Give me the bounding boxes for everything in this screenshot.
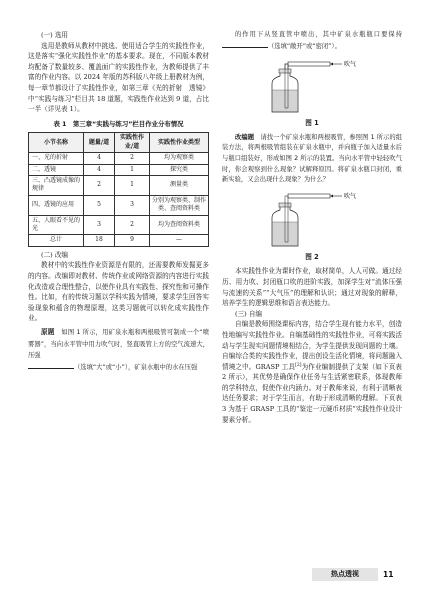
original-problem-label: 原题: [41, 327, 55, 336]
cell-practice-count: 2: [115, 215, 150, 235]
figure-2-caption: 图 2: [305, 252, 319, 261]
original-problem-hint: （选填“大”或“小”），矿泉水瓶中的水在压强: [74, 363, 198, 371]
table-row: [29, 164, 209, 175]
continued-text: 的作用下从竖直管中喷出，其中矿泉水瓶瓶口要保持: [235, 31, 402, 38]
adapted-problem-label: 改编题: [235, 133, 255, 141]
cell-practice-count: 9: [115, 235, 150, 246]
horizontal-straw: [288, 194, 330, 198]
paragraph-select: 选用是教师从教材中挑选、使用适合学生的实践性作业，这是落实“强化实践性作业”的基本要求。现在，不同版本教材均配备了数量较多、覆盖面广的实践性作业，为教师提供了丰富的作业内容。以 2024 年版的苏科版八年级上册教材为例，每一章节都设计了实践性作业，如第三章《光的折射 透镜》中“实践与练习”栏目共 18 道题，实践性作业达到 9 道，占比一半（详见表 1）。: [28, 41, 209, 114]
adapted-problem-text: 请找一个矿泉水瓶和两根吸管，参照图 1 所示的组装方法，将两根吸管组装在矿泉水瓶中，并向瓶子加入适量水后与瓶口组装好，形成如图 2 所示的装置。当向水平管中轻轻吹气时，你会观察到什么现象？试解释原因。将矿泉水瓶口封闭，重新实验，又会出现什么现象？为什么？: [222, 133, 403, 184]
cell-section: 三、凸透镜成像的规律: [29, 175, 84, 195]
cell-practice-type: —: [150, 235, 209, 246]
continued-hint: （选填“敞开”或“密闭”）。: [268, 42, 341, 50]
cell-practice-type: 探究类: [150, 164, 209, 175]
table-row: [29, 153, 209, 164]
figure-1-caption: 图 1: [305, 119, 319, 128]
self-compile-tail: 为作业编制提供了支架（如下页表 2 所示），其优势是确保作业任务与生活紧密联系，体现教师的学科特点，促使作业内涵力。对于教师来说，有利于清晰表达任务要求；对于学生而言，有助于形成清晰的理解。下页表 3 为基于 GRASP 工具的“鉴定一元硬币材质”实践性作业设计要素分析。: [222, 362, 402, 424]
paragraph-continued: [222, 30, 402, 52]
cell-practice-count: 1: [115, 164, 150, 175]
table-header-row: [29, 133, 209, 153]
cell-count: 3: [84, 215, 115, 235]
cell-count: 4: [84, 164, 115, 175]
col-header-section: 小节名称: [29, 133, 84, 153]
blow-arrowhead: [330, 194, 333, 197]
answer-blank: [222, 41, 268, 48]
horizontal-straw: [288, 62, 330, 66]
self-compile-text: 自编是教师围绕课标内容，结合学生现有能力水平，创造性地编写实践性作业。自编基础性的实践性作业，可将实践活动与学生现实问题情境相结合，为学生提供发现问题的土壤。自编综合类的实践性作业，提出创设生活化情境，将问题融入情境之中。GRASP 工具: [222, 320, 402, 371]
paragraph-adapted-problem: [222, 133, 402, 186]
paragraph-original-problem: [28, 327, 209, 373]
heading-self-compile: (三) 自编: [235, 309, 263, 318]
page-number: 11: [383, 570, 394, 579]
left-column: [28, 30, 209, 373]
right-column: [222, 30, 402, 425]
cell-section: 一、光的折射: [29, 153, 84, 164]
col-header-practice-count: 实践性作业/道: [115, 133, 150, 153]
cell-practice-type: 分别为观察类、制作类、查阅资料类: [150, 195, 209, 215]
heading-select: (一) 选用: [41, 31, 69, 39]
table-row: [29, 175, 209, 195]
paragraph-analysis: 本实践性作业为课时作业，取材简单，人人可做。通过经历、用力吹、封闭瓶口吹的进阶实践，加深学生对“流体压强与流速的关系”“大气压”的理解和认识；通过对现象的解释，培养学生的逻辑思维和语言表达能力。: [222, 267, 402, 308]
cell-section: 总计: [29, 235, 84, 246]
cell-count: 4: [84, 153, 115, 164]
paragraph-adapt: 教材中的实践性作业资源是有限的，还需要教师发掘更多的内容。改编即对教材、传统作业或网络资源的内容进行实践化改造或合理性整合，以使作业具有实践性、探究性和可操作性。比如，有的传统习题以学科实践为情境，要求学生回答实验现象和蕴含的物理原理，这类习题就可以转化成实践性作业。: [28, 261, 209, 323]
cell-practice-type: 测量类: [150, 175, 209, 195]
cell-count: 5: [84, 195, 115, 215]
sprayer-bottle-diagram-1: [252, 52, 372, 116]
table-row: [29, 195, 209, 215]
paragraph-self-compile: [222, 319, 402, 425]
blow-label: 吹气: [344, 61, 357, 69]
cell-practice-type: 均为查阅资料类: [150, 215, 209, 235]
original-problem-text: 如图 1 所示，用矿泉水瓶和两根吸管可制成一个“喷雾器”，当向水平管中用力吹气时，竖直吸管上方的空气流速大，压强: [28, 328, 210, 360]
cell-section: 二、透镜: [29, 164, 84, 175]
homework-distribution-table: [28, 132, 209, 246]
table-total-row: [29, 235, 209, 246]
heading-adapt: (二) 改编: [41, 250, 69, 259]
col-header-practice-type: 实践性作业类型: [150, 133, 209, 153]
col-header-count: 题量/道: [84, 133, 115, 153]
cell-practice-type: 均为观察类: [150, 153, 209, 164]
sprayer-bottle-diagram-2: [252, 186, 372, 250]
table-caption: 表 1 第三章“实践与练习”栏目作业分布情况: [53, 119, 184, 128]
cell-practice-count: 3: [115, 195, 150, 215]
blow-label: 吹气: [344, 192, 357, 200]
cell-practice-count: 2: [115, 153, 150, 164]
cell-section: 四、透镜的应用: [29, 195, 84, 215]
table-row: [29, 215, 209, 235]
cell-practice-count: 1: [115, 175, 150, 195]
answer-blank: [28, 362, 74, 369]
cell-count: 18: [84, 235, 115, 246]
citation-ref: [2]: [295, 362, 302, 368]
blow-arrowhead: [330, 63, 333, 66]
cell-count: 2: [84, 175, 115, 195]
cell-section: 五、人眼看不见的光: [29, 215, 84, 235]
section-tag: 热点透视: [312, 568, 378, 581]
